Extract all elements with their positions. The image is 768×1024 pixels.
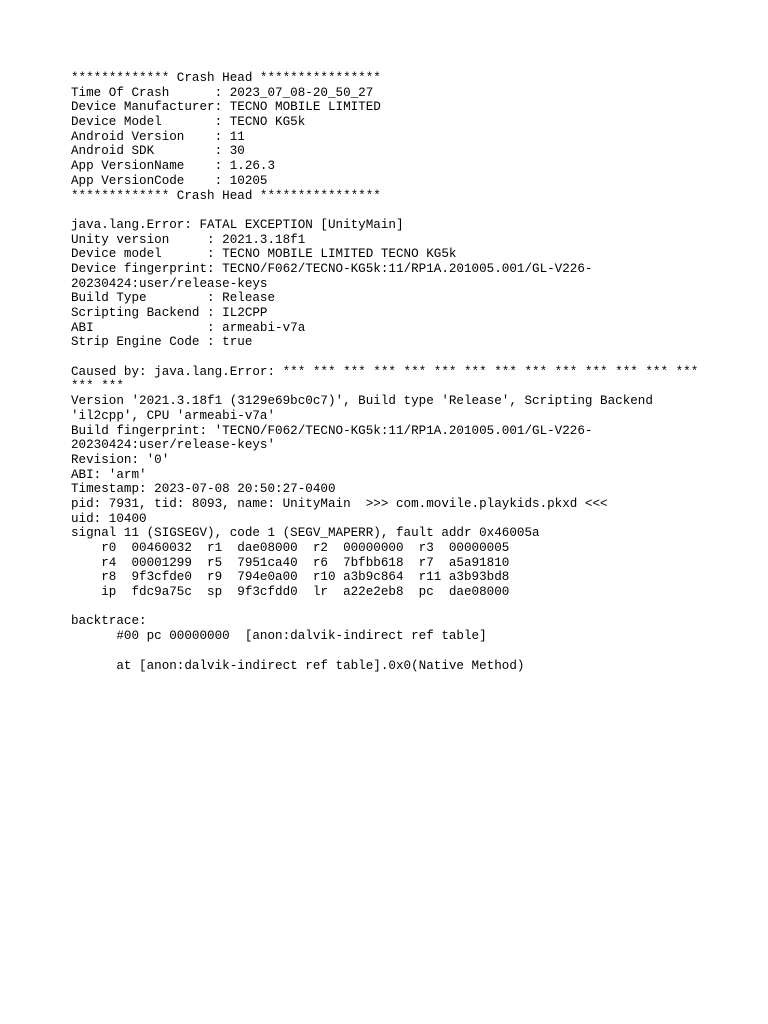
version-continued: 'il2cpp', CPU 'armeabi-v7a' <box>71 408 276 423</box>
device-model-line: Device Model : TECNO KG5k <box>71 115 306 130</box>
build-type-line: Build Type : Release <box>71 291 276 306</box>
build-fingerprint-continued: 20230424:user/release-keys' <box>71 438 276 453</box>
signal-line: signal 11 (SIGSEGV), code 1 (SEGV_MAPERR), fault addr 0x46005a <box>71 526 540 541</box>
revision-line: Revision: '0' <box>71 452 170 467</box>
blank-line <box>71 203 711 218</box>
blank-line <box>71 644 711 659</box>
timestamp-line: Timestamp: 2023-07-08 20:50:27-0400 <box>71 482 336 497</box>
time-of-crash-line: Time Of Crash : 2023_07_08-20_50_27 <box>71 85 374 100</box>
registers-row: r4 00001299 r5 7951ca40 r6 7bfbb618 r7 a5a91810 <box>71 555 510 570</box>
device-fingerprint-line: Device fingerprint: TECNO/F062/TECNO-KG5k:11/RP1A.201005.001/GL-V226- <box>71 261 593 276</box>
crash-log-document <box>71 71 711 673</box>
version-line: Version '2021.3.18f1 (3129e69bc0c7)', Build type 'Release', Scripting Backend <box>71 394 653 409</box>
app-version-name-line: App VersionName : 1.26.3 <box>71 159 276 174</box>
caused-by-continued: *** *** <box>71 379 124 394</box>
blank-line <box>71 600 711 615</box>
native-method-frame: at [anon:dalvik-indirect ref table].0x0(Native Method) <box>71 658 525 673</box>
crash-head-banner: ************* Crash Head **************** <box>71 71 381 85</box>
blank-line <box>71 350 711 365</box>
abi-line: ABI : armeabi-v7a <box>71 320 306 335</box>
caused-by-line: Caused by: java.lang.Error: *** *** *** *** *** *** *** *** *** *** *** *** *** *** <box>71 364 699 379</box>
registers-row: ip fdc9a75c sp 9f3cfdd0 lr a22e2eb8 pc dae08000 <box>71 585 510 600</box>
uid-line: uid: 10400 <box>71 511 147 526</box>
abi-arm-line: ABI: 'arm' <box>71 467 147 482</box>
registers-row: r8 9f3cfde0 r9 794e0a00 r10 a3b9c864 r11 a3b93bd8 <box>71 570 510 585</box>
fatal-exception-line: java.lang.Error: FATAL EXCEPTION [UnityMain] <box>71 217 404 232</box>
build-fingerprint-line: Build fingerprint: 'TECNO/F062/TECNO-KG5k:11/RP1A.201005.001/GL-V226- <box>71 423 593 438</box>
strip-engine-code-line: Strip Engine Code : true <box>71 335 253 350</box>
backtrace-frame: #00 pc 00000000 [anon:dalvik-indirect ref table] <box>71 629 487 644</box>
registers-row: r0 00460032 r1 dae08000 r2 00000000 r3 00000005 <box>71 541 510 555</box>
crash-head-banner-end: ************* Crash Head **************** <box>71 188 381 203</box>
device-manufacturer-line: Device Manufacturer: TECNO MOBILE LIMITED <box>71 100 381 115</box>
backtrace-heading: backtrace: <box>71 614 147 629</box>
app-version-code-line: App VersionCode : 10205 <box>71 173 268 188</box>
android-version-line: Android Version : 11 <box>71 129 245 144</box>
unity-device-model-line: Device model : TECNO MOBILE LIMITED TECNO KG5k <box>71 247 457 262</box>
pid-line: pid: 7931, tid: 8093, name: UnityMain >>> com.movile.playkids.pkxd <<< <box>71 496 608 511</box>
unity-version-line: Unity version : 2021.3.18f1 <box>71 232 306 247</box>
scripting-backend-line: Scripting Backend : IL2CPP <box>71 306 268 320</box>
android-sdk-line: Android SDK : 30 <box>71 144 245 159</box>
device-fingerprint-continued: 20230424:user/release-keys <box>71 276 268 291</box>
